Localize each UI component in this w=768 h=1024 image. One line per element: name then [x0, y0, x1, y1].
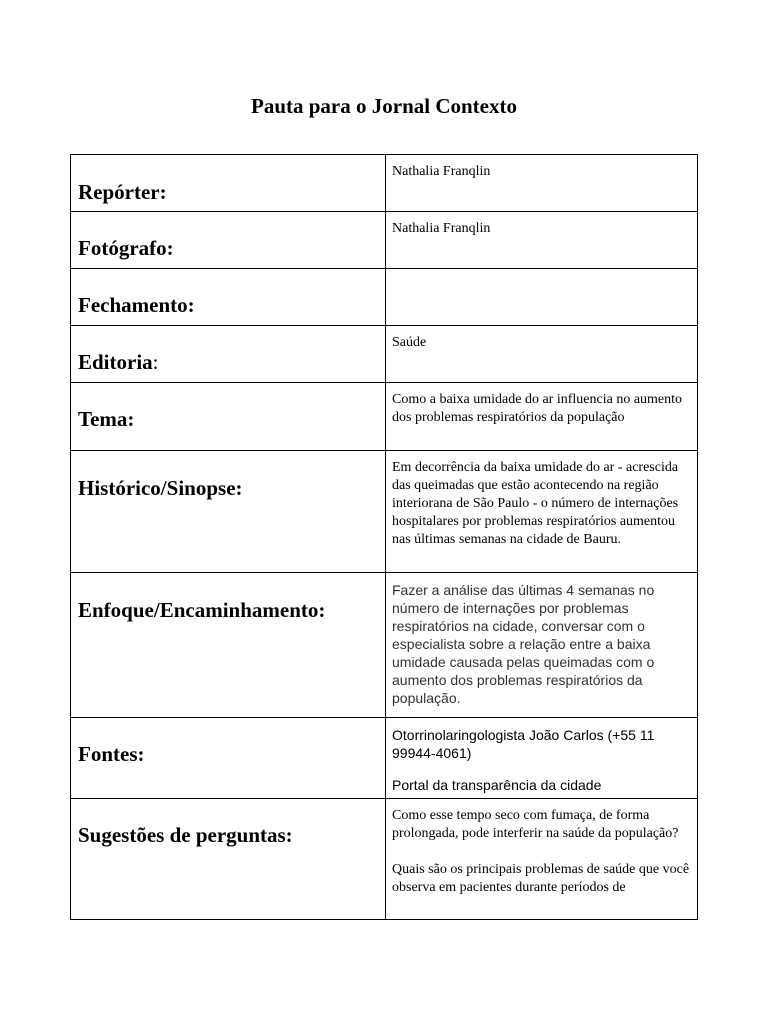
editoria-colon: : — [152, 350, 159, 374]
row-fotografo — [71, 212, 698, 269]
row-editoria — [71, 326, 698, 383]
row-tema — [71, 383, 698, 451]
row-enfoque — [71, 573, 698, 718]
tema-value: Como a baixa umidade do ar influencia no aumento dos problemas respiratórios da população — [386, 383, 698, 451]
enfoque-label: Enfoque/Encaminhamento: — [78, 598, 326, 622]
pauta-table — [70, 154, 698, 920]
historico-value: Em decorrência da baixa umidade do ar - acrescida das queimadas que estão acontecendo na região interiorana de São Paulo - o número de internações hospitalares por problemas respiratórios aumentou nas últimas semanas na cidade de Bauru. — [386, 451, 698, 573]
document-title: Pauta para o Jornal Contexto — [251, 94, 517, 118]
sugestoes-value-1: Como esse tempo seco com fumaça, de forma prolongada, pode interferir na saúde da população? — [392, 808, 679, 841]
row-historico — [71, 451, 698, 573]
row-fechamento — [71, 269, 698, 326]
row-reporter — [71, 155, 698, 212]
fontes-value-2: Portal da transparência da cidade — [392, 777, 602, 793]
enfoque-value: Fazer a análise das últimas 4 semanas no número de internações por problemas respiratórios na cidade, conversar com o especialista sobre a relação entre a baixa umidade causada pelas queimadas com o aumento dos problemas respiratórios da população. — [386, 573, 698, 718]
row-fontes — [71, 718, 698, 799]
fechamento-label: Fechamento: — [78, 293, 195, 317]
editoria-label: Editoria — [78, 350, 153, 374]
reporter-value: Nathalia Franqlin — [386, 155, 698, 212]
sugestoes-value-2: Quais são os principais problemas de saúde que você observa em pacientes durante períodos de — [392, 862, 690, 895]
reporter-label: Repórter: — [78, 180, 167, 204]
fontes-value-1: Otorrinolaringologista João Carlos (+55 11 99944-4061) — [392, 727, 655, 761]
editoria-value: Saúde — [386, 326, 698, 383]
fotografo-value: Nathalia Franqlin — [386, 212, 698, 269]
tema-label: Tema: — [78, 407, 135, 431]
fontes-label: Fontes: — [78, 742, 145, 766]
historico-label: Histórico/Sinopse: — [78, 476, 243, 500]
row-sugestoes — [71, 799, 698, 920]
sugestoes-label: Sugestões de perguntas: — [78, 823, 293, 847]
fechamento-value — [386, 269, 698, 326]
fotografo-label: Fotógrafo: — [78, 236, 174, 260]
